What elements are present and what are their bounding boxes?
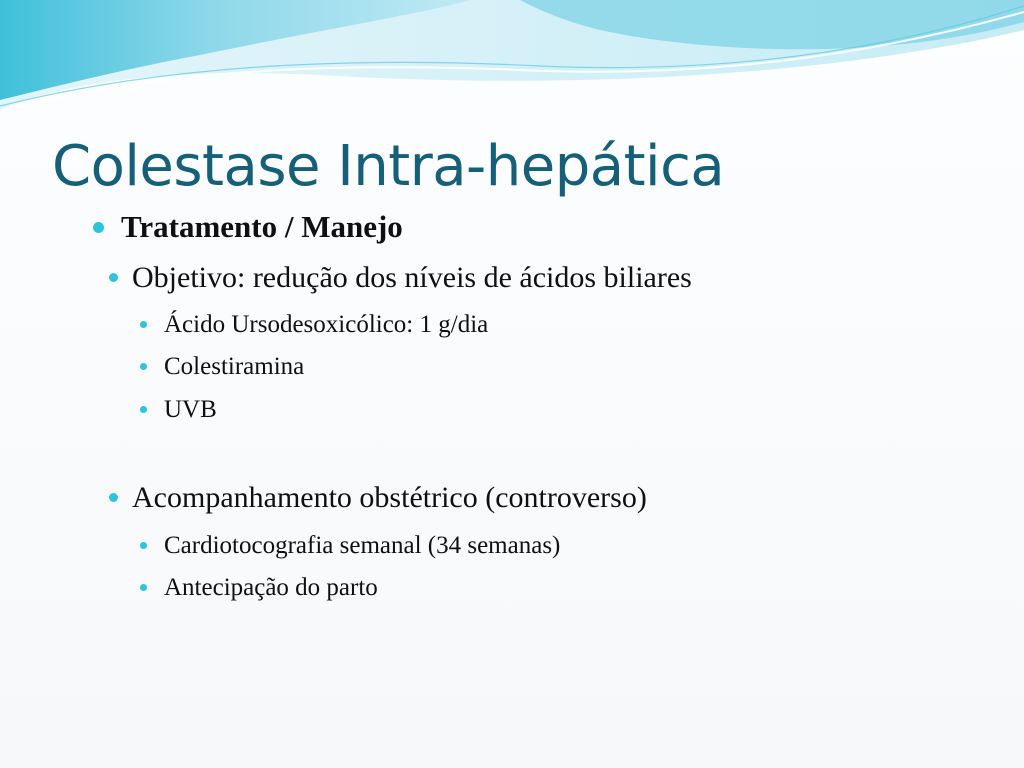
list-subitem: Antecipação do parto — [164, 574, 378, 601]
list-subitem: Cardiotocografia semanal (34 semanas) — [164, 532, 561, 559]
bullet-dot-icon — [140, 363, 147, 370]
bullet-dot-icon — [93, 222, 104, 233]
bullet-dot-icon — [140, 406, 147, 413]
header-wave-decoration — [0, 0, 1024, 130]
slide-title: Colestase Intra-hepática — [52, 134, 725, 199]
bullet-dot-icon — [140, 542, 147, 549]
list-item: Objetivo: redução dos níveis de ácidos biliares — [132, 261, 692, 294]
list-subitem: Ácido Ursodesoxicólico: 1 g/dia — [164, 311, 489, 338]
bullet-dot-icon — [109, 493, 118, 502]
section-heading: Tratamento / Manejo — [121, 209, 403, 244]
bullet-dot-icon — [140, 321, 147, 328]
bullet-dot-icon — [109, 273, 118, 282]
list-item: Acompanhamento obstétrico (controverso) — [132, 481, 647, 514]
list-subitem: Colestiramina — [164, 353, 305, 380]
bullet-dot-icon — [140, 584, 147, 591]
list-subitem: UVB — [164, 396, 217, 423]
